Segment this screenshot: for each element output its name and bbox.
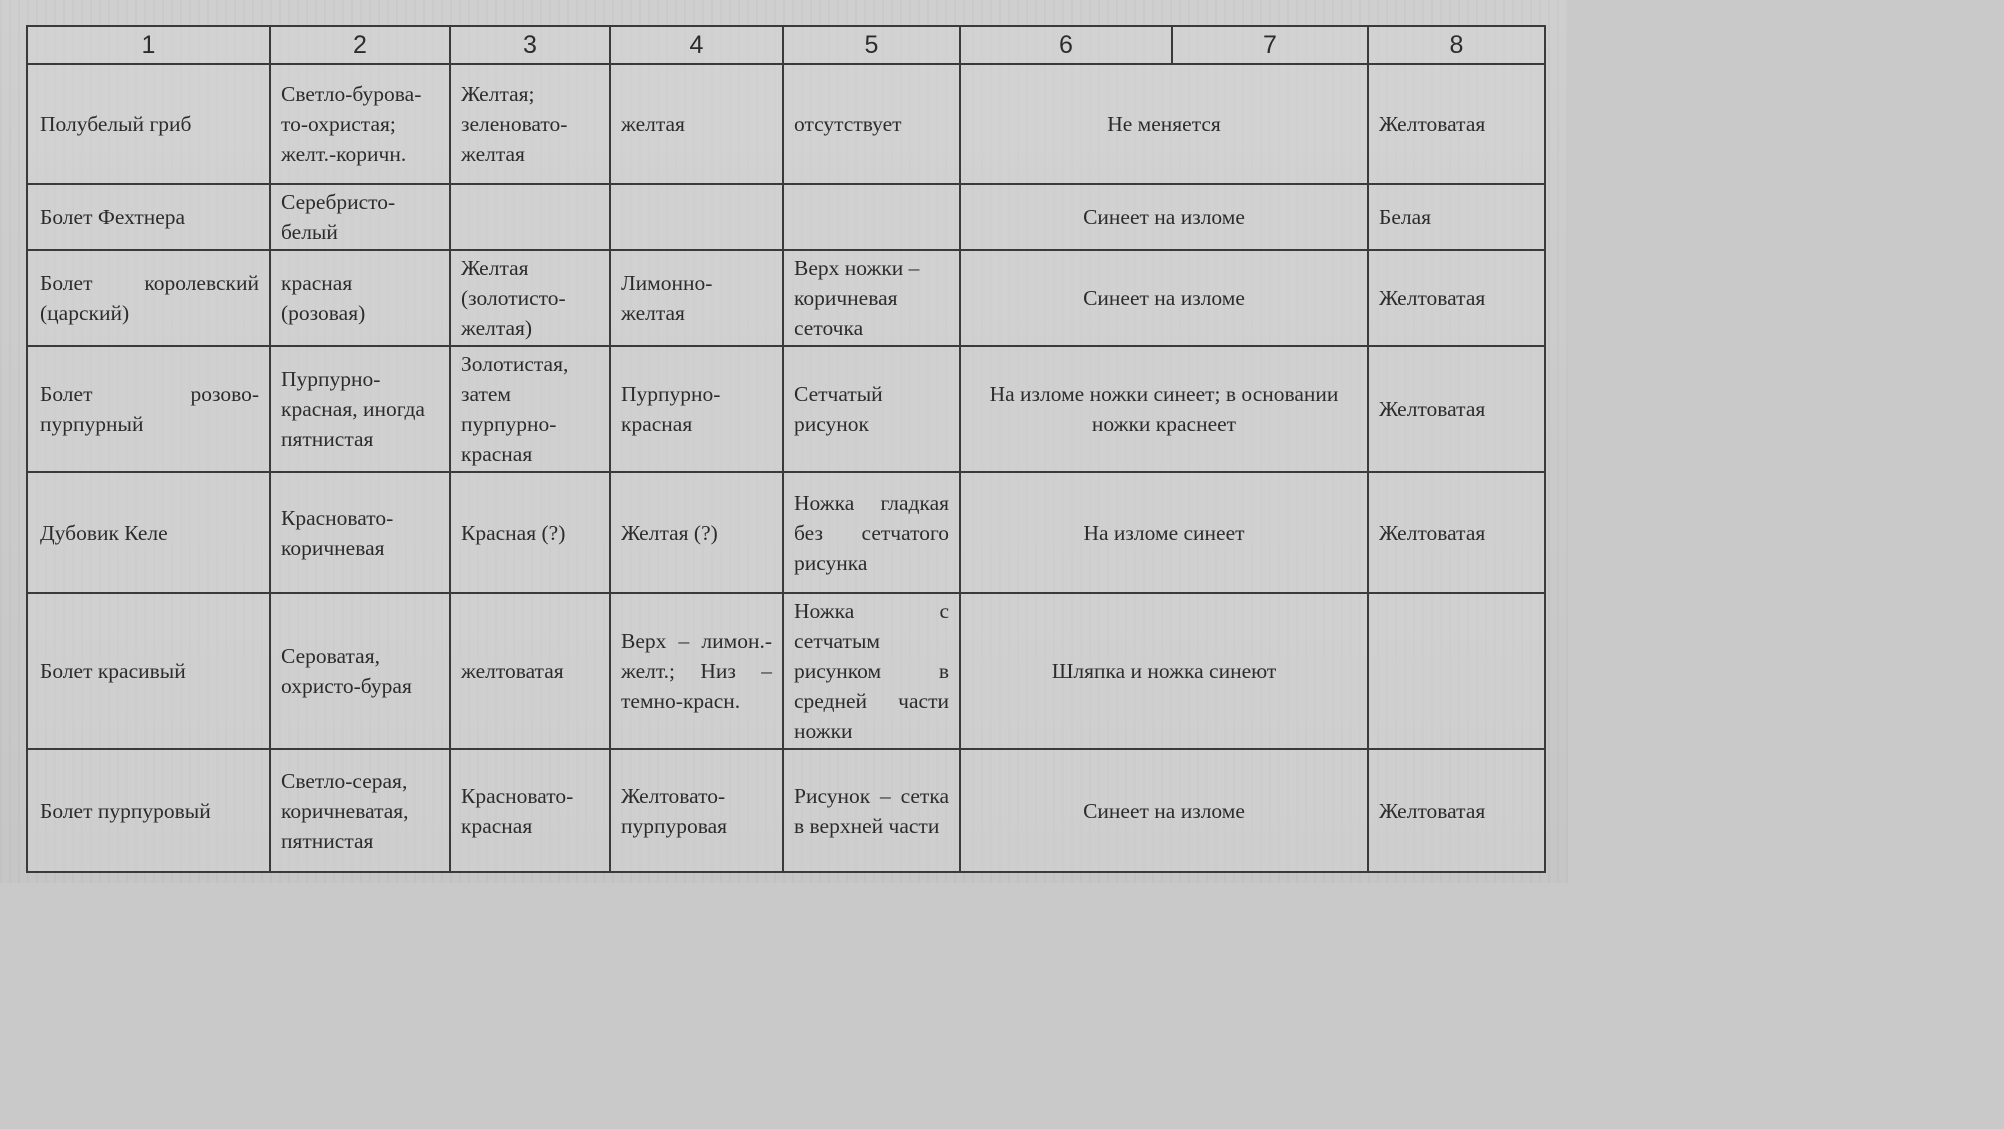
cell-col-6-7: На изломе синеет bbox=[960, 472, 1368, 593]
cell-col-6-7: Синеет на изломе bbox=[960, 184, 1368, 250]
table-row bbox=[27, 593, 1545, 749]
cell-col-2: красная (розовая) bbox=[270, 250, 450, 346]
cell-col-2: Серебристо-белый bbox=[270, 184, 450, 250]
cell-col-8: Желтоватая bbox=[1368, 346, 1545, 472]
cell-col-4: желтая bbox=[610, 64, 783, 184]
cell-col-2: Красновато-коричневая bbox=[270, 472, 450, 593]
column-header-7: 7 bbox=[1172, 26, 1368, 64]
cell-col-3: Золотистая, затем пурпурно-красная bbox=[450, 346, 610, 472]
table-row bbox=[27, 472, 1545, 593]
cell-col-2: Светло-буровато-охристая; желт.-коричн. bbox=[270, 64, 450, 184]
cell-col-4: Желтовато-пурпуровая bbox=[610, 749, 783, 872]
cell-col-5: Ножка с сетчатым рисунком в средней части ножки bbox=[783, 593, 960, 749]
species-name-cell: Болет королевский (царский) bbox=[27, 250, 270, 346]
cell-col-2: Сероватая, охристо-бурая bbox=[270, 593, 450, 749]
species-name-cell: Болет Фехтнера bbox=[27, 184, 270, 250]
cell-col-5: Сетчатый рисунок bbox=[783, 346, 960, 472]
cell-col-4 bbox=[610, 184, 783, 250]
cell-col-6-7: На изломе ножки синеет; в основании ножки краснеет bbox=[960, 346, 1368, 472]
cell-col-3 bbox=[450, 184, 610, 250]
species-name-cell: Болет пурпуровый bbox=[27, 749, 270, 872]
cell-col-6-7: Синеет на изломе bbox=[960, 250, 1368, 346]
header-row bbox=[27, 26, 1545, 64]
column-header-3: 3 bbox=[450, 26, 610, 64]
cell-col-8: Белая bbox=[1368, 184, 1545, 250]
column-header-1: 1 bbox=[27, 26, 270, 64]
cell-col-3: Желтая (золотисто-желтая) bbox=[450, 250, 610, 346]
cell-col-5: отсутствует bbox=[783, 64, 960, 184]
column-header-6: 6 bbox=[960, 26, 1172, 64]
cell-col-5 bbox=[783, 184, 960, 250]
species-name-cell: Болет красивый bbox=[27, 593, 270, 749]
table-row bbox=[27, 64, 1545, 184]
cell-col-3: Желтая; зеленовато-желтая bbox=[450, 64, 610, 184]
cell-col-8: Желтоватая bbox=[1368, 250, 1545, 346]
cell-col-6-7: Шляпка и ножка синеют bbox=[960, 593, 1368, 749]
cell-col-8: Желтоватая bbox=[1368, 472, 1545, 593]
species-name-cell: Полубелый гриб bbox=[27, 64, 270, 184]
cell-col-2: Светло-серая, коричневатая, пятнистая bbox=[270, 749, 450, 872]
cell-col-6-7: Синеет на изломе bbox=[960, 749, 1368, 872]
column-header-2: 2 bbox=[270, 26, 450, 64]
cell-col-6-7: Не меняется bbox=[960, 64, 1368, 184]
cell-col-4: Верх – лимон.-желт.; Низ – темно-красн. bbox=[610, 593, 783, 749]
cell-col-8: Желтоватая bbox=[1368, 64, 1545, 184]
cell-col-2: Пурпурно-красная, иногда пятнистая bbox=[270, 346, 450, 472]
table-row bbox=[27, 250, 1545, 346]
cell-col-4: Желтая (?) bbox=[610, 472, 783, 593]
column-header-4: 4 bbox=[610, 26, 783, 64]
species-name-cell: Болет розово-пурпурный bbox=[27, 346, 270, 472]
cell-col-4: Пурпурно-красная bbox=[610, 346, 783, 472]
table-row bbox=[27, 346, 1545, 472]
cell-col-3: желтоватая bbox=[450, 593, 610, 749]
cell-col-8 bbox=[1368, 593, 1545, 749]
column-header-8: 8 bbox=[1368, 26, 1545, 64]
cell-col-3: Красновато-красная bbox=[450, 749, 610, 872]
cell-col-3: Красная (?) bbox=[450, 472, 610, 593]
cell-col-5: Ножка гладкая без сетчатого рисунка bbox=[783, 472, 960, 593]
column-header-5: 5 bbox=[783, 26, 960, 64]
species-name-cell: Дубовик Келе bbox=[27, 472, 270, 593]
cell-col-8: Желтоватая bbox=[1368, 749, 1545, 872]
cell-col-4: Лимонно-желтая bbox=[610, 250, 783, 346]
table-row bbox=[27, 749, 1545, 872]
cell-col-5: Верх ножки – коричневая сеточка bbox=[783, 250, 960, 346]
table-row bbox=[27, 184, 1545, 250]
cell-col-5: Рисунок – сетка в верхней части bbox=[783, 749, 960, 872]
mushroom-characteristics-table bbox=[26, 25, 1546, 873]
